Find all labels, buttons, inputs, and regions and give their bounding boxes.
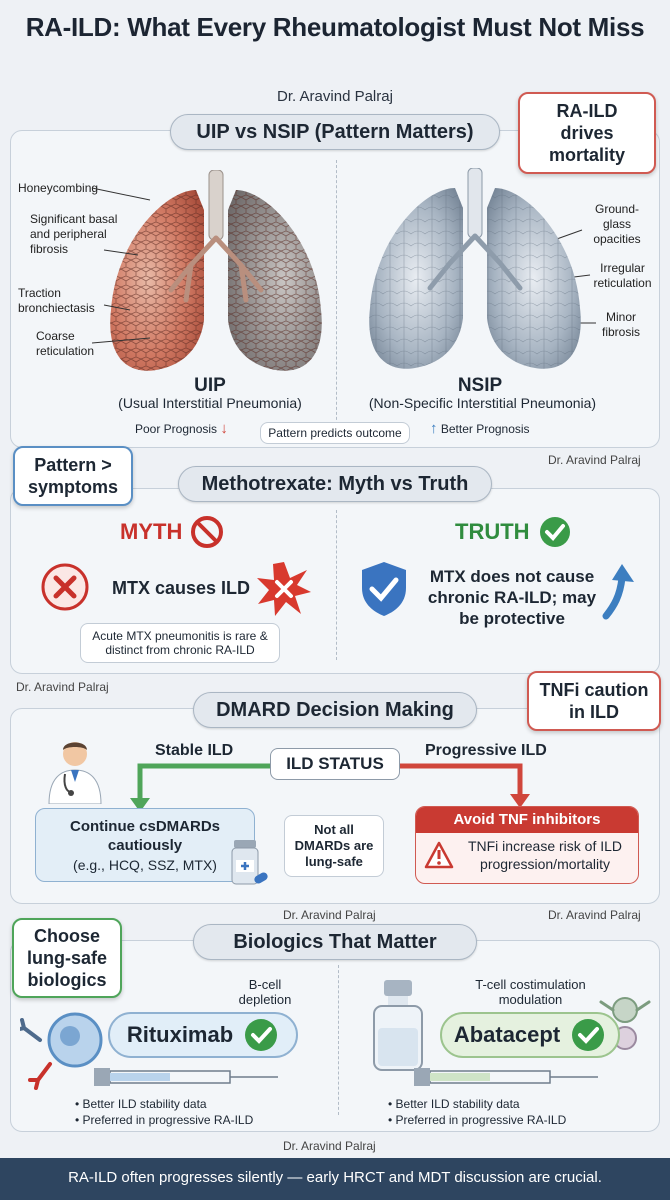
- nsip-subtitle: (Non-Specific Interstitial Pneumonia): [368, 395, 597, 411]
- section-heading-dmard: DMARD Decision Making: [193, 692, 477, 728]
- pattern-predicts-box: Pattern predicts outcome: [260, 422, 410, 444]
- warning-icon: [424, 841, 454, 869]
- uip-subtitle: (Usual Interstitial Pneumonia): [118, 395, 302, 411]
- progressive-ild-label: Progressive ILD: [425, 742, 547, 759]
- callout-tnfi: TNFi caution in ILD: [527, 671, 661, 731]
- label-traction-bronchiectasis: Traction bronchiectasis: [18, 286, 95, 315]
- credit-section2: Dr. Aravind Palraj: [16, 680, 109, 694]
- ild-status-box: ILD STATUS: [270, 748, 400, 780]
- avoid-tnf-text: TNFi increase risk of ILD progression/mortality: [467, 838, 623, 872]
- truth-label: TRUTH: [455, 519, 530, 544]
- stable-ild-label: Stable ILD: [155, 742, 234, 759]
- not-all-dmards-note: Not all DMARDs are lung-safe: [284, 815, 384, 877]
- abatacept-label: Abatacept: [453, 1022, 561, 1047]
- section-heading-uip-nsip: UIP vs NSIP (Pattern Matters): [170, 114, 500, 150]
- myth-text: MTX causes ILD: [112, 578, 251, 598]
- arrow-up-icon: ↑: [430, 420, 438, 437]
- myth-label: MYTH: [120, 519, 183, 544]
- ritux-bullet-1: • Better ILD stability data: [75, 1097, 207, 1111]
- better-prognosis-label: Better Prognosis: [440, 422, 530, 436]
- rituximab-label: Rituximab: [126, 1022, 234, 1047]
- credit-section1: Dr. Aravind Palraj: [548, 453, 641, 467]
- ritux-mechanism: B-cell depletion: [238, 977, 292, 1007]
- label-minor-fibrosis: Minor fibrosis: [601, 310, 640, 339]
- avoid-tnf-title: Avoid TNF inhibitors: [416, 807, 638, 833]
- myth-note: Acute MTX pneumonitis is rare & distinct from chronic RA-ILD: [80, 623, 280, 663]
- continue-sub: (e.g., HCQ, SSZ, MTX): [73, 857, 217, 873]
- author-name: Dr. Aravind Palraj: [277, 88, 393, 105]
- page-title: RA-ILD: What Every Rheumatologist Must Not Miss: [25, 12, 645, 42]
- abat-bullet-1: • Better ILD stability data: [388, 1097, 520, 1111]
- label-irregular-reticulation: Irregular reticulation: [593, 261, 652, 290]
- ritux-bullet-2: • Preferred in progressive RA-ILD: [75, 1113, 254, 1127]
- avoid-tnf-body: [416, 833, 638, 877]
- abatacept-pill: [440, 1012, 620, 1058]
- syringe-icon: [90, 1065, 280, 1089]
- poor-prognosis-label: Poor Prognosis: [135, 422, 218, 436]
- check-circle-icon: [570, 1017, 606, 1053]
- callout-biologics: Choose lung-safe biologics: [12, 918, 122, 998]
- continue-title: Continue csDMARDs cautiously: [69, 818, 220, 854]
- label-honeycombing: Honeycombing: [18, 181, 99, 195]
- callout-mortality: RA-ILD drives mortality: [518, 92, 656, 174]
- footer-banner: RA-ILD often progresses silently — early HRCT and MDT discussion are crucial.: [0, 1158, 670, 1200]
- uip-title: UIP: [194, 375, 226, 396]
- credit-section3-center: Dr. Aravind Palraj: [283, 908, 376, 922]
- truth-text: MTX does not cause chronic RA-ILD; may be protective: [427, 567, 597, 628]
- abat-mechanism: T-cell costimulation modulation: [475, 977, 586, 1007]
- abat-bullet-2: • Preferred in progressive RA-ILD: [388, 1113, 567, 1127]
- nsip-title: NSIP: [457, 375, 503, 396]
- credit-section4: Dr. Aravind Palraj: [283, 1139, 376, 1153]
- syringe-icon: [410, 1065, 600, 1089]
- continue-box: [35, 808, 255, 882]
- label-basal-fibrosis: Significant basal and peripheral fibrosis: [30, 212, 118, 256]
- section4-divider: [338, 965, 339, 1115]
- section-heading-mtx: Methotrexate: Myth vs Truth: [178, 466, 492, 502]
- label-ground-glass: Ground-glass opacities: [593, 202, 641, 246]
- avoid-tnf-box: [415, 806, 639, 884]
- abat-bullets: [388, 1096, 566, 1128]
- credit-section3-right: Dr. Aravind Palraj: [548, 908, 641, 922]
- callout-pattern: Pattern > symptoms: [13, 446, 133, 506]
- label-coarse-reticulation: Coarse reticulation: [36, 329, 95, 358]
- vial-icon: [370, 978, 426, 1074]
- arrow-down-icon: ↓: [220, 420, 228, 437]
- section-heading-biologics: Biologics That Matter: [193, 924, 477, 960]
- rituximab-pill: [108, 1012, 298, 1058]
- pill-bottle-icon: [230, 838, 270, 890]
- check-circle-icon: [243, 1017, 279, 1053]
- ritux-bullets: [75, 1096, 253, 1128]
